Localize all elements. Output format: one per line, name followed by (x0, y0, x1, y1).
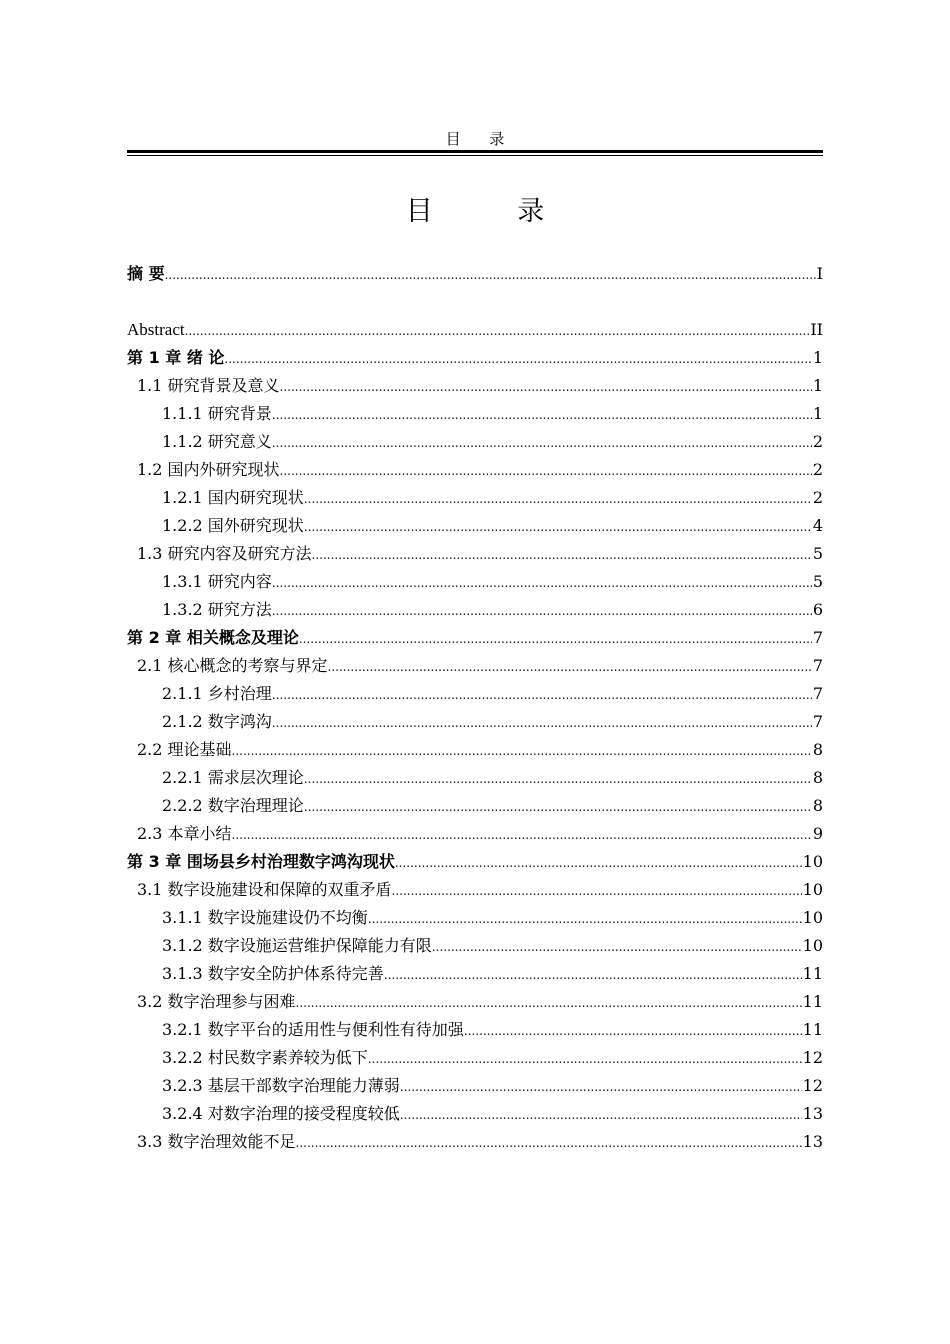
toc-entry-page: 13 (802, 1104, 823, 1123)
toc-entry-label: Abstract (127, 320, 185, 339)
table-of-contents (127, 260, 823, 1156)
toc-entry-page: 1 (812, 404, 823, 423)
toc-entry[interactable] (127, 568, 823, 596)
toc-entry-page: 7 (812, 656, 823, 675)
toc-entry[interactable] (127, 736, 823, 764)
dot-leader (272, 596, 812, 624)
toc-entry-page: 7 (812, 628, 823, 647)
toc-entry-label: 1.2.1 国内研究现状 (162, 488, 304, 507)
dot-leader (299, 624, 812, 652)
toc-entry-label: 3.2.2 村民数字素养较为低下 (162, 1048, 368, 1067)
dot-leader (304, 512, 812, 540)
toc-entry-label: 1.1 研究背景及意义 (137, 376, 280, 395)
toc-entry[interactable] (127, 372, 823, 400)
dot-leader (384, 960, 802, 988)
dot-leader (280, 372, 812, 400)
header-rule-thin (127, 155, 823, 156)
running-header: 目 录 (445, 130, 517, 148)
dot-leader (304, 792, 812, 820)
toc-entry-label: 2.2 理论基础 (137, 740, 232, 759)
toc-entry-page: 2 (812, 488, 823, 507)
toc-entry-page: 2 (812, 460, 823, 479)
toc-entry-label: 1.2.2 国外研究现状 (162, 516, 304, 535)
toc-entry-page: 8 (812, 740, 823, 759)
dot-leader (272, 680, 812, 708)
dot-leader (368, 904, 802, 932)
dot-leader (328, 652, 812, 680)
toc-entry[interactable] (127, 932, 823, 960)
toc-entry[interactable] (127, 540, 823, 568)
toc-entry-page: 10 (802, 852, 823, 871)
dot-leader (304, 764, 812, 792)
toc-entry[interactable] (127, 1128, 823, 1156)
toc-entry-label: 第 3 章 围场县乡村治理数字鸿沟现状 (127, 852, 395, 871)
dot-leader (272, 400, 812, 428)
toc-entry-page: 10 (802, 936, 823, 955)
dot-leader (312, 540, 812, 568)
toc-entry-page: 1 (812, 376, 823, 395)
toc-entry-label: 3.2.3 基层干部数字治理能力薄弱 (162, 1076, 400, 1095)
toc-entry-page: 1 (812, 348, 823, 367)
dot-leader (272, 428, 812, 456)
dot-leader (224, 344, 811, 372)
toc-entry-page: 11 (802, 992, 823, 1011)
toc-entry-page: 7 (812, 684, 823, 703)
toc-entry-label: 3.1.2 数字设施运营维护保障能力有限 (162, 936, 432, 955)
toc-entry-label: 3.3 数字治理效能不足 (137, 1132, 296, 1151)
toc-entry-label: 3.1.1 数字设施建设仍不均衡 (162, 908, 368, 927)
toc-entry[interactable] (127, 960, 823, 988)
toc-entry[interactable] (127, 1100, 823, 1128)
toc-entry-page: 9 (812, 824, 823, 843)
dot-leader (400, 1072, 802, 1100)
dot-leader (272, 568, 812, 596)
dot-leader (232, 736, 812, 764)
toc-entry[interactable] (127, 400, 823, 428)
toc-entry-label: 第 1 章 绪 论 (127, 348, 225, 367)
toc-entry-label: 1.3.1 研究内容 (162, 572, 272, 591)
toc-entry-page: 10 (802, 908, 823, 927)
toc-entry-page: 11 (802, 1020, 823, 1039)
toc-entry[interactable] (127, 260, 823, 288)
dot-leader (296, 988, 802, 1016)
toc-entry[interactable] (127, 904, 823, 932)
toc-entry-page: 7 (812, 712, 823, 731)
toc-entry-label: 1.1.1 研究背景 (162, 404, 272, 423)
toc-entry[interactable] (127, 820, 823, 848)
toc-entry[interactable] (127, 1072, 823, 1100)
toc-entry[interactable] (127, 1016, 823, 1044)
toc-entry-page: 2 (812, 432, 823, 451)
toc-entry-label: 2.1.1 乡村治理 (162, 684, 272, 703)
toc-entry-label: 3.1 数字设施建设和保障的双重矛盾 (137, 880, 392, 899)
toc-entry-page: 13 (802, 1132, 823, 1151)
toc-entry-page: 11 (802, 964, 823, 983)
toc-title: 目 录 (405, 196, 583, 227)
toc-entry[interactable] (127, 792, 823, 820)
toc-entry[interactable] (127, 1044, 823, 1072)
dot-leader (232, 820, 812, 848)
toc-entry-page: 10 (802, 880, 823, 899)
dot-leader (368, 1044, 802, 1072)
toc-entry-page: 4 (812, 516, 823, 535)
toc-entry-label: 3.2.1 数字平台的适用性与便利性有待加强 (162, 1020, 464, 1039)
toc-entry-label: 2.3 本章小结 (137, 824, 232, 843)
toc-entry-page: II (810, 320, 823, 339)
toc-entry-label: 3.1.3 数字安全防护体系待完善 (162, 964, 384, 983)
toc-entry[interactable] (127, 652, 823, 680)
toc-entry-page: 6 (812, 600, 823, 619)
toc-entry-page: 5 (812, 544, 823, 563)
toc-entry-label: 1.3.2 研究方法 (162, 600, 272, 619)
toc-entry-page: I (816, 264, 823, 283)
toc-entry[interactable] (127, 456, 823, 484)
dot-leader (400, 1100, 802, 1128)
toc-entry[interactable] (127, 316, 823, 344)
toc-entry-label: 1.1.2 研究意义 (162, 432, 272, 451)
toc-entry[interactable] (127, 624, 823, 652)
dot-leader (392, 876, 802, 904)
toc-entry-label: 2.1 核心概念的考察与界定 (137, 656, 328, 675)
toc-entry-label: 第 2 章 相关概念及理论 (127, 628, 299, 647)
dot-leader (395, 848, 802, 876)
toc-entry-label: 1.3 研究内容及研究方法 (137, 544, 312, 563)
toc-entry[interactable] (127, 848, 823, 876)
dot-leader (304, 484, 812, 512)
header-rule-thick (127, 150, 823, 153)
toc-entry-page: 8 (812, 768, 823, 787)
toc-entry-label: 3.2 数字治理参与困难 (137, 992, 296, 1011)
dot-leader (165, 260, 816, 288)
toc-entry-label: 1.2 国内外研究现状 (137, 460, 280, 479)
toc-entry-label: 2.2.1 需求层次理论 (162, 768, 304, 787)
dot-leader (464, 1016, 802, 1044)
dot-leader (185, 316, 810, 344)
dot-leader (280, 456, 812, 484)
dot-leader (432, 932, 802, 960)
toc-entry[interactable] (127, 428, 823, 456)
toc-entry[interactable] (127, 988, 823, 1016)
dot-leader (272, 708, 812, 736)
toc-entry[interactable] (127, 708, 823, 736)
toc-entry-label: 3.2.4 对数字治理的接受程度较低 (162, 1104, 400, 1123)
toc-entry[interactable] (127, 596, 823, 624)
toc-entry[interactable] (127, 484, 823, 512)
toc-entry-page: 8 (812, 796, 823, 815)
toc-entry-page: 12 (802, 1076, 823, 1095)
toc-entry[interactable] (127, 876, 823, 904)
toc-entry[interactable] (127, 680, 823, 708)
toc-entry-label: 2.2.2 数字治理理论 (162, 796, 304, 815)
toc-entry-label: 2.1.2 数字鸿沟 (162, 712, 272, 731)
toc-entry[interactable] (127, 344, 823, 372)
toc-entry-page: 12 (802, 1048, 823, 1067)
toc-entry-label: 摘 要 (127, 264, 165, 283)
dot-leader (296, 1128, 802, 1156)
toc-entry[interactable] (127, 512, 823, 540)
toc-entry-page: 5 (812, 572, 823, 591)
toc-entry[interactable] (127, 764, 823, 792)
